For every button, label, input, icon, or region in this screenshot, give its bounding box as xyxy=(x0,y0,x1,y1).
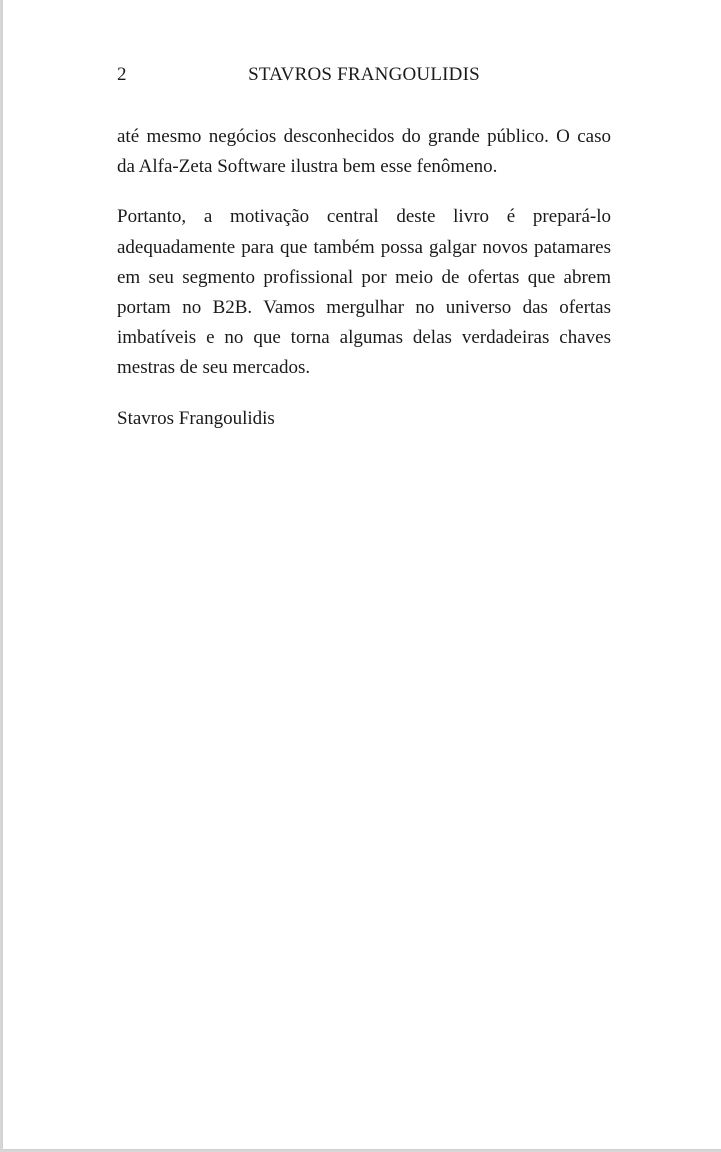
body-text xyxy=(117,122,611,454)
paragraph-1: até mesmo negócios desconhecidos do grande público. O caso da Alfa-Zeta Software ilustra bem esse fenômeno. xyxy=(117,126,611,178)
page-number: 2 xyxy=(117,64,127,85)
running-title: STAVROS FRANGOULIDIS xyxy=(248,64,480,85)
document-page xyxy=(3,0,721,1149)
running-head xyxy=(117,64,611,90)
author-signature: Stavros Frangoulidis xyxy=(117,407,275,429)
paragraph-2: Portanto, a motivação central deste livro é prepará-lo adequadamente para que também possa galgar novos patamares em seu segmento profissional por meio de ofertas que abrem portam no B2B. Vamos mergulhar no universo das ofertas imbatíveis e no que torna algumas delas verdadeiras chaves mestras de seu mercados. xyxy=(117,206,611,379)
